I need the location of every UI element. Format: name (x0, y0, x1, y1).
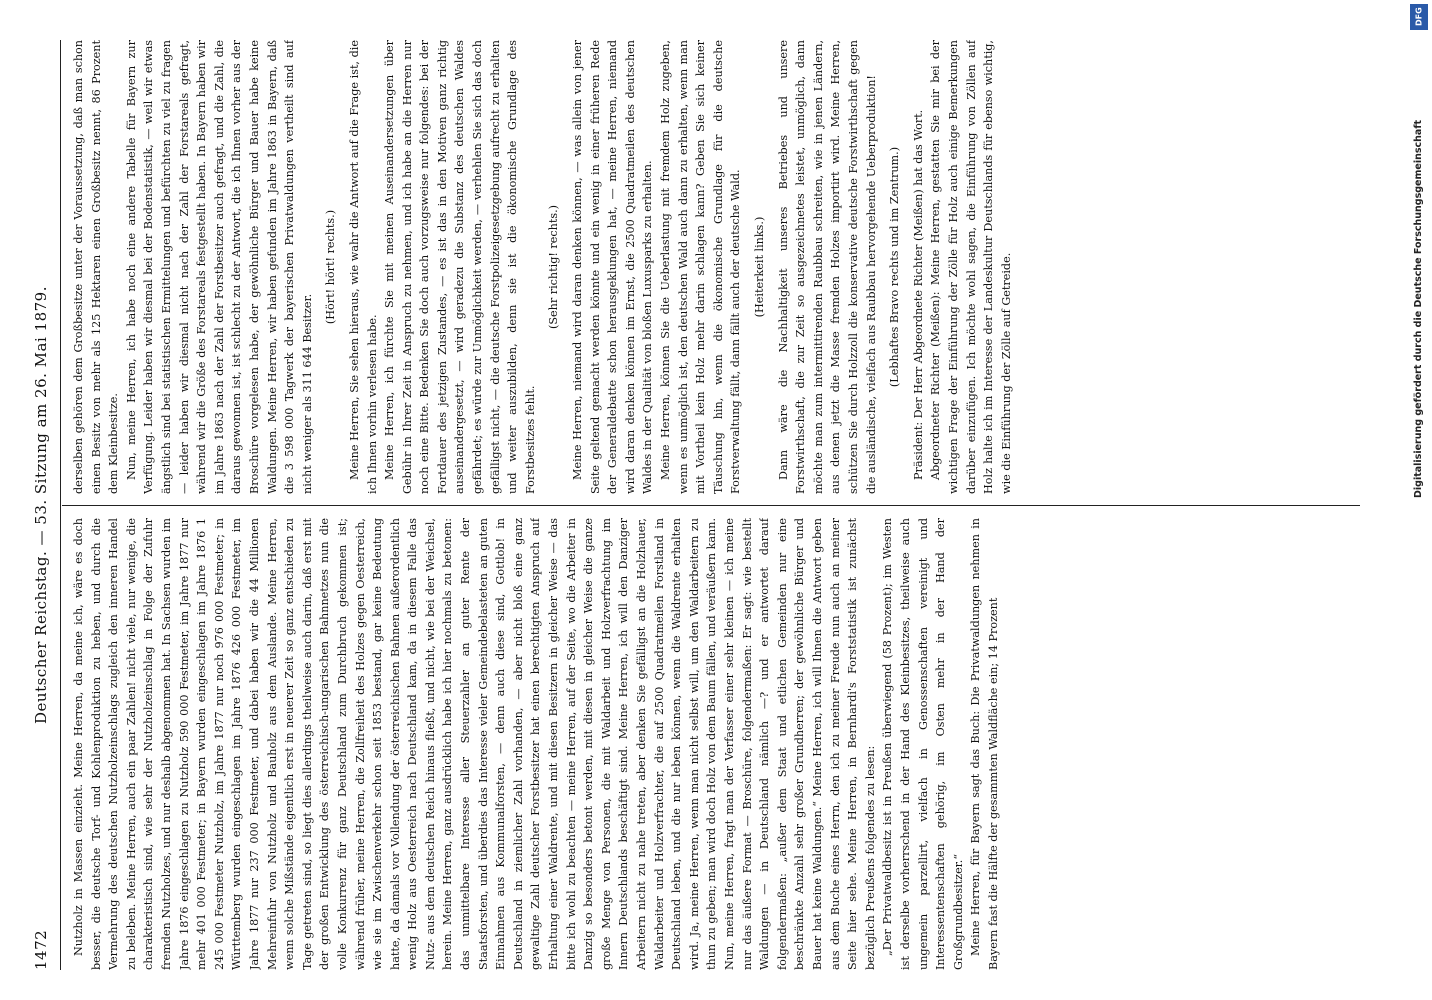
header-rule (60, 40, 61, 970)
scanned-page (0, 10, 1400, 1000)
interjection: (Hört! hört! rechts.) (324, 209, 338, 325)
page-number: 1472 (32, 929, 50, 970)
right-column (70, 40, 1360, 494)
left-column (70, 518, 1360, 970)
paragraph: Meine Herren, für Bayern sagt das Buch: Die Privatwaldungen nehmen in Bayern fast die Hälfte der gesammten Waldfläche ein; 14 Prozent (969, 518, 1000, 970)
paragraph: Nun, meine Herren, ich habe noch eine andere Tabelle für Bayern zur Verfügung. Leider haben wir diesmal bei der Bodenstatistik, — weil wir etwas ängstlich sind bei statistischen Ermittelungen und befürchten zu viel zu fragen — leider haben wir diesmal nicht nach der Zahl der Forstareals gefragt, während wir die Größe des Forstareals festgestellt haben. In Bayern haben wir im Jahre 1863 nach der Zahl der Forstbesitzer auch gefragt, und die Zahl, die daraus gewonnen ist, ist schlecht zu der Antwort, die ich Ihnen vorher aus der Broschüre vorgelesen habe, der gewöhnliche Bürger und Bauer habe keine Waldungen. Meine Herren, wir haben gefunden im Jahre 1863 in Bayern, daß die 3 598 000 Tagwerk der bayerischen Privatwaldungen vertheilt sind auf nicht weniger als 311 644 Besitzer. (124, 40, 314, 494)
speaker-paragraph: Präsident: Der Herr Abgeordnete Richter (Meißen) hat das Wort. (911, 109, 925, 480)
paragraph: Meine Herren, ich fürchte Sie mit meinen Auseinandersetzungen über Gebühr in Ihrer Zeit in Anspruch zu nehmen, und ich habe an die Herren nur noch eine Bitte. Bedenken Sie doch auch vorzugsweise nur folgendes: bei der Fortdauer des jetzigen Zustandes, — es ist das in den Motiven ganz richtig auseinandergesetzt, — wird geradezu die Substanz des deutschen Waldes gefährdet; es würde zur Unmöglichkeit werden, — verhehlen Sie sich das doch gefälligst nicht, — die deutsche Forstpolizeigesetzgebung aufrecht zu erhalten und weiter auszubilden, denn sie ist die ökonomische Grundlage des Forstbesitzes fehlt. (383, 40, 537, 494)
paragraph: derselben gehören dem Großbesitze unter der Voraussetzung, daß man schon einen Besitz von mehr als 125 Hektaren einen Großbesitz nennt, 86 Prozent dem Kleinbesitze. (72, 40, 121, 494)
digitization-note: Digitalisierung gefördert durch die Deutsche Forschungsgemeinschaft (1413, 120, 1424, 498)
interjection: (Heiterkeit links.) (752, 216, 766, 318)
page-title: Deutscher Reichstag. — 53. Sitzung am 26. Mai 1879. (32, 286, 50, 724)
interjection: (Sehr richtig! rechts.) (547, 204, 561, 330)
paragraph: Dann wäre die Nachhaltigkeit unseres Betriebes und unsere Forstwirthschaft, die zur Zeit so ausgezeichnetes leistet, unmöglich, dann möchte man zum intermittirenden Raubbau schreiten, wie in jenen Ländern, aus denen jetzt die Masse fremden Holzes importirt wird. Meine Herren, schützen Sie durch Holzzoll die konservative deutsche Forstwirthschaft gegen die ausländische, vielfach aus Raubbau hervorgehende Ueberproduktion! (776, 40, 878, 494)
page-header (32, 40, 58, 970)
paragraph: Meine Herren, Sie sehen hieraus, wie wahr die Antwort auf die Frage ist, die ich Ihnen vorhin verlesen habe. (347, 40, 379, 494)
paragraph: Nutzholz in Massen einzieht. Meine Herren, da meine ich, wäre es doch besser, die deutsche Torf- und Kohlenproduktion zu heben, und durch die Vermehrung des deutschen Nutzholzeinschlags zugleich den inneren Handel zu beleben. Meine Herren, auch ein paar Zahlen! nicht viele, nur wenige, die charakteristisch sind, wie sehr der Nutzholzeinschlag in Folge der Zufuhr fremden Nutzholzes, und nur deshalb abgenommen hat. In Sachsen wurden im Jahre 1876 eingeschlagen zu Nutzholz 590 000 Festmeter, im Jahre 1877 nur mehr 401 000 Festmeter; in Bayern wurden eingeschlagen im Jahre 1876 1 245 000 Festmeter Nutzholz, im Jahre 1877 nur noch 976 000 Festmeter; in Württemberg wurden eingeschlagen im Jahre 1876 426 000 Festmeter, im Jahre 1877 nur 237 000 Festmeter, und dabei haben wir die 44 Millionen Mehreinfuhr von Nutzholz und Bauholz aus dem Auslande. Meine Herren, wenn solche Mißstände eigentlich erst in neuerer Zeit so ganz entschieden zu Tage getreten sind, so liegt dies allerdings theilweise auch darin, daß erst mit der großen Entwicklung des österreichisch-ungarischen Bahnnetzes nun die volle Konkurrenz für ganz Deutschland zum Durchbruch gekommen ist; während früher, meine Herren, die Zollfreiheit des Holzes gegen Oesterreich, wie sie im Zwischenverkehr schon seit 1853 bestand, gar keine Bedeutung hatte, da damals vor Vollendung der österreichischen Bahnen außerordentlich wenig Holz aus Oesterreich nach Deutschland kam, da in diesem Falle das Nutz- aus dem deutschen Reich hinaus fließt, und nicht, wie bei der Weichsel, herein. Meine Herren, ganz ausdrücklich habe ich hier nochmals zu betonen: das unmittelbare Interesse aller Steuerzahler an guter Rente der Staatsforsten, und überdies das Interesse vieler Gemeindebelasteten an guten Einnahmen aus Kommunalforsten, — denn auch diese sind, Gottlob! in Deutschland in ziemlicher Zahl vorhanden, — aber nicht bloß eine ganz gewaltige Zahl deutscher Forstbesitzer hat einen berechtigten Anspruch auf Erhaltung einer Waldrente, und mit diesen Besitzern in gleicher Weise — das bitte ich wohl zu beachten — meine Herren, auf der Seite, wo die Arbeiter in Danzig so besonders betont werden, mit diesen in gleicher Weise die ganze große Menge von Personen, die mit Waldarbeit und Holzverfrachtung im Innern Deutschlands beschäftigt sind. Meine Herren, ich will den Danziger Arbeitern nicht zu nahe treten, aber denken Sie gefälligst an die Holzhauer, Waldarbeiter und Holzverfrachter, die auf 2500 Quadratmeilen Forstland in Deutschland leben, und die nur leben können, wenn die Waldrente erhalten wird. Ja, meine Herren, wenn man nicht selbst will, um den Waldarbeitern zu thun zu geben; man wird doch Holz von dem Baum fällen, und veräußern kann. Nun, meine Herren, fragt man der Verfasser einer sehr kleinen — ich meine nur das äußere Format — Broschüre, folgendermaßen: Er sagt: wie bestellt Waldungen — in Deutschland nämlich —? und er antwortet darauf folgendermaßen: „außer dem Staat und etlichen Gemeinden nur eine beschränkte Anzahl sehr großer Grundherren; der gewöhnliche Bürger und Bauer hat keine Waldungen.“ Meine Herren, ich will Ihnen die Antwort geben aus dem Buche eines Herrn, den ich zu meiner Freude nun auch an meiner Seite hier sehe. Meine Herren, in Bernhardi's Forststatistik ist zunächst bezüglich Preußens folgendes zu lesen: (72, 518, 877, 970)
dfg-logo: DFG (1410, 4, 1428, 30)
speaker-paragraph: Abgeordneter Richter (Meißen): Meine Herren, gestatten Sie mir bei der wichtigen Frage der Einführung der Zölle für Holz auch einige Bemerkungen darüber einzufügen. Ich möchte wohl sagen, die Einführung von Zöllen auf Holz halte ich im Interesse der Landeskultur Deutschlands für ebenso wichtig, wie die Einführung der Zölle auf Getreide. (929, 40, 1013, 494)
paragraph: Meine Herren, niemand wird daran denken können, — was allein von jener Seite geltend gemacht werden könnte und ein wenig in einer früheren Rede der Generaldebatte schon herausgeklungen hat, — meine Herren, niemand wird daran denken können im Ernst, die 2500 Quadratmeilen des deutschen Waldes in der Qualität von bloßen Luxusparks zu erhalten. (571, 40, 655, 494)
column-separator (62, 505, 1360, 506)
interjection: (Lebhaftes Bravo rechts und im Zentrum.) (888, 146, 902, 388)
paragraph: Meine Herren, können Sie die Ueberlastung mit fremdem Holz zugeben, wenn es unmöglich ist, den deutschen Wald auch dann zu erhalten, wenn man mit Vortheil kein Holz mehr darin schlagen kann? Geben Sie sich keiner Täuschung hin, wenn die ökonomische Grundlage für die deutsche Forstverwaltung fällt, dann fällt auch der deutsche Wald. (659, 40, 743, 494)
paragraph: „Der Privatwaldbesitz ist in Preußen überwiegend (58 Prozent); im Westen ist derselbe vorherrschend in der Hand des Kleinbesitzes, theilweise auch ungemein parzellirt, vielfach in Genossenschaften vereinigt und Interessentenschaften gehörig, im Osten mehr in der Hand der Großgrundbesitzer.“ (881, 518, 965, 970)
